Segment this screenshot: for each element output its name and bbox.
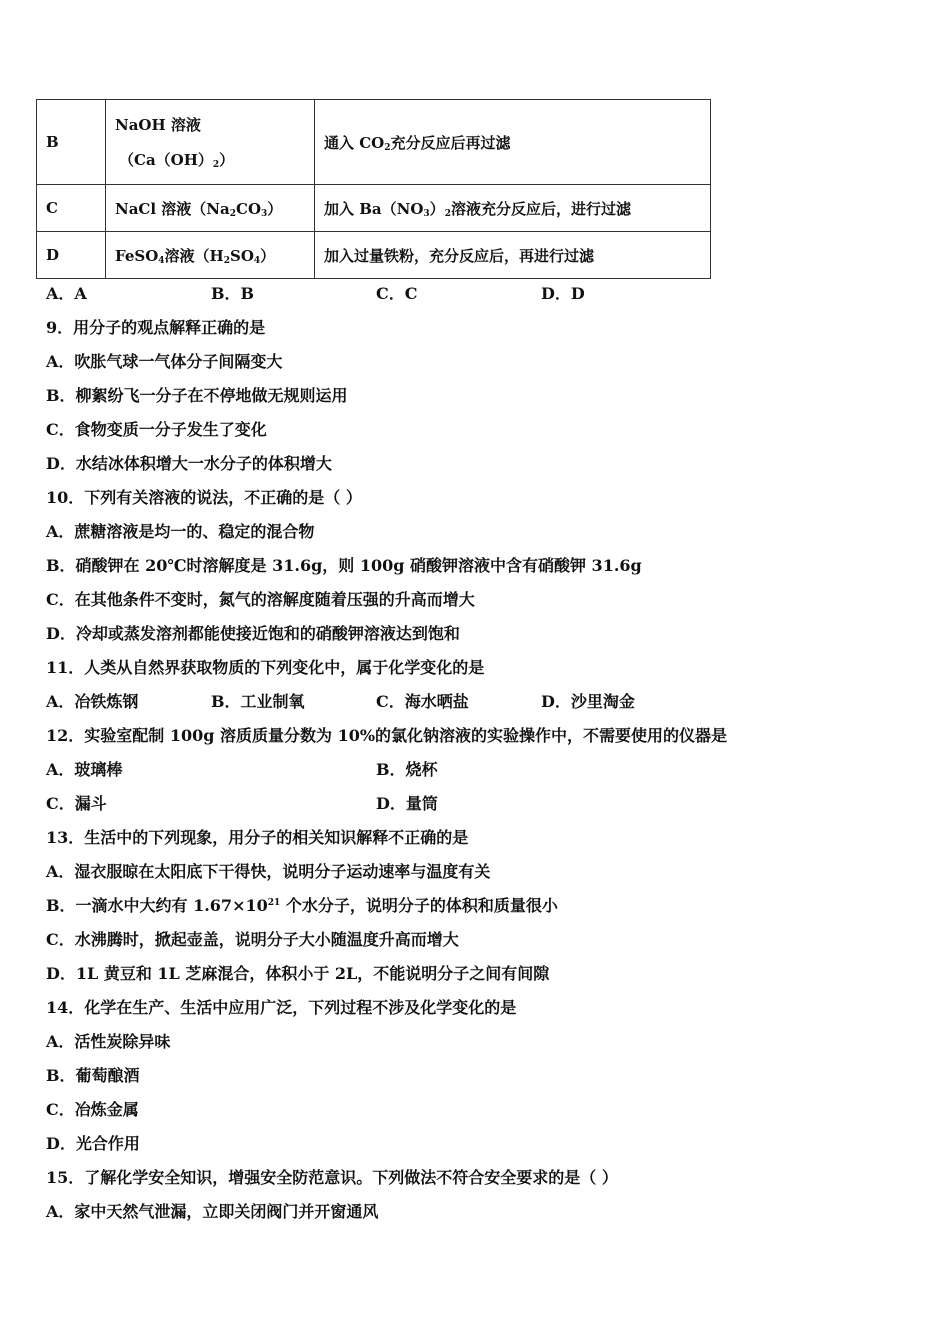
method-part: 通入 CO: [324, 133, 385, 152]
q10-option-a: A．蔗糖溶液是均一的、稳定的混合物: [46, 522, 315, 541]
impurity-text: [115, 149, 305, 170]
impurity-part: （Ca（OH）: [119, 151, 213, 169]
impurity-part: ）: [219, 151, 235, 169]
q12-stem: 12．实验室配制 100g 溶质质量分数为 10%的氯化钠溶液的实验操作中，不需要使用的仪器是: [46, 726, 728, 745]
q9-option-a: A．吹胀气球一气体分子间隔变大: [46, 352, 283, 371]
method-part: ）: [429, 199, 445, 218]
substance-part: ）: [260, 246, 276, 265]
q8-option-d: D．D: [541, 284, 585, 303]
q10-option-b: B．硝酸钾在 20℃时溶解度是 31.6g，则 100g 硝酸钾溶液中含有硝酸钾 31.6g: [46, 556, 642, 575]
substance-part: 溶液（H: [164, 246, 224, 265]
q11-option-d: D．沙里淘金: [541, 692, 635, 711]
row-label: B: [37, 100, 106, 185]
substance-part: ）: [267, 199, 283, 218]
q13-option-b: [46, 896, 558, 916]
q14-option-b: B．葡萄酿酒: [46, 1066, 140, 1085]
q13-option-a: A．湿衣服晾在太阳底下干得快，说明分子运动速率与温度有关: [46, 862, 491, 881]
q10-option-c: C．在其他条件不变时，氮气的溶解度随着压强的升高而增大: [46, 590, 475, 609]
substance-part: SO: [230, 246, 254, 265]
option-part: 个水分子，说明分子的体积和质量很小: [280, 896, 558, 915]
method-part: 充分反应后再过滤: [390, 133, 511, 152]
table-row: [37, 232, 711, 279]
q12-option-b: B．烧杯: [376, 760, 438, 779]
q15-stem: 15．了解化学安全知识，增强安全防范意识。下列做法不符合安全要求的是（ ）: [46, 1168, 618, 1187]
q14-option-c: C．冶炼金属: [46, 1100, 139, 1119]
subscript: 2: [229, 208, 236, 219]
row-label: D: [37, 232, 106, 279]
substance-part: NaCl 溶液（Na: [115, 199, 230, 218]
q11-option-b: B．工业制氧: [211, 692, 305, 711]
superscript: 21: [267, 898, 281, 908]
subscript: 3: [423, 208, 430, 219]
q12-option-d: D．量筒: [376, 794, 438, 813]
substance-cell: [106, 232, 315, 279]
table-row: [37, 100, 711, 185]
q14-option-d: D．光合作用: [46, 1134, 140, 1153]
subscript: 3: [261, 208, 268, 219]
substance-part: FeSO: [115, 246, 159, 265]
subscript: 2: [223, 255, 230, 266]
method-cell: [315, 185, 711, 232]
q9-option-d: D．水结冰体积增大一水分子的体积增大: [46, 454, 332, 473]
q13-option-d: D．1L 黄豆和 1L 芝麻混合，体积小于 2L，不能说明分子之间有间隙: [46, 964, 550, 983]
q9-option-b: B．柳絮纷飞一分子在不停地做无规则运用: [46, 386, 348, 405]
method-part: 溶液充分反应后，进行过滤: [450, 199, 631, 218]
q14-stem: 14．化学在生产、生活中应用广泛，下列过程不涉及化学变化的是: [46, 998, 517, 1017]
q12-option-a: A．玻璃棒: [46, 760, 123, 779]
q10-stem: 10．下列有关溶液的说法，不正确的是（ ）: [46, 488, 362, 507]
table-row: [37, 185, 711, 232]
q11-option-a: A．冶铁炼钢: [46, 692, 139, 711]
option-part: B．一滴水中大约有 1.67×10: [46, 896, 268, 915]
subscript: 4: [158, 255, 165, 266]
options-table: [36, 99, 711, 279]
q9-option-c: C．食物变质一分子发生了变化: [46, 420, 267, 439]
row-label: C: [37, 185, 106, 232]
substance-text: NaOH 溶液: [115, 116, 201, 134]
substance-part: CO: [236, 199, 262, 218]
q8-option-a: A．A: [46, 284, 87, 303]
method-cell: 加入过量铁粉，充分反应后，再进行过滤: [315, 232, 711, 279]
q15-option-a: A．家中天然气泄漏，立即关闭阀门并开窗通风: [46, 1202, 379, 1221]
subscript: 2: [444, 208, 451, 219]
method-part: 加入 Ba（NO: [324, 199, 424, 218]
q14-option-a: A．活性炭除异味: [46, 1032, 171, 1051]
substance-cell: [106, 185, 315, 232]
subscript: 2: [384, 142, 391, 153]
q12-option-c: C．漏斗: [46, 794, 107, 813]
q13-option-c: C．水沸腾时，掀起壶盖，说明分子大小随温度升高而增大: [46, 930, 459, 949]
subscript: 4: [253, 255, 261, 266]
q11-stem: 11．人类从自然界获取物质的下列变化中，属于化学变化的是: [46, 658, 485, 677]
method-cell: [315, 100, 711, 185]
q9-stem: 9．用分子的观点解释正确的是: [46, 318, 266, 337]
substance-cell: [106, 100, 315, 185]
q13-stem: 13．生活中的下列现象，用分子的相关知识解释不正确的是: [46, 828, 469, 847]
q10-option-d: D．冷却或蒸发溶剂都能使接近饱和的硝酸钾溶液达到饱和: [46, 624, 460, 643]
q8-option-b: B．B: [211, 284, 255, 303]
q11-option-c: C．海水晒盐: [376, 692, 469, 711]
q8-option-c: C．C: [376, 284, 418, 303]
subscript: 2: [212, 160, 220, 170]
